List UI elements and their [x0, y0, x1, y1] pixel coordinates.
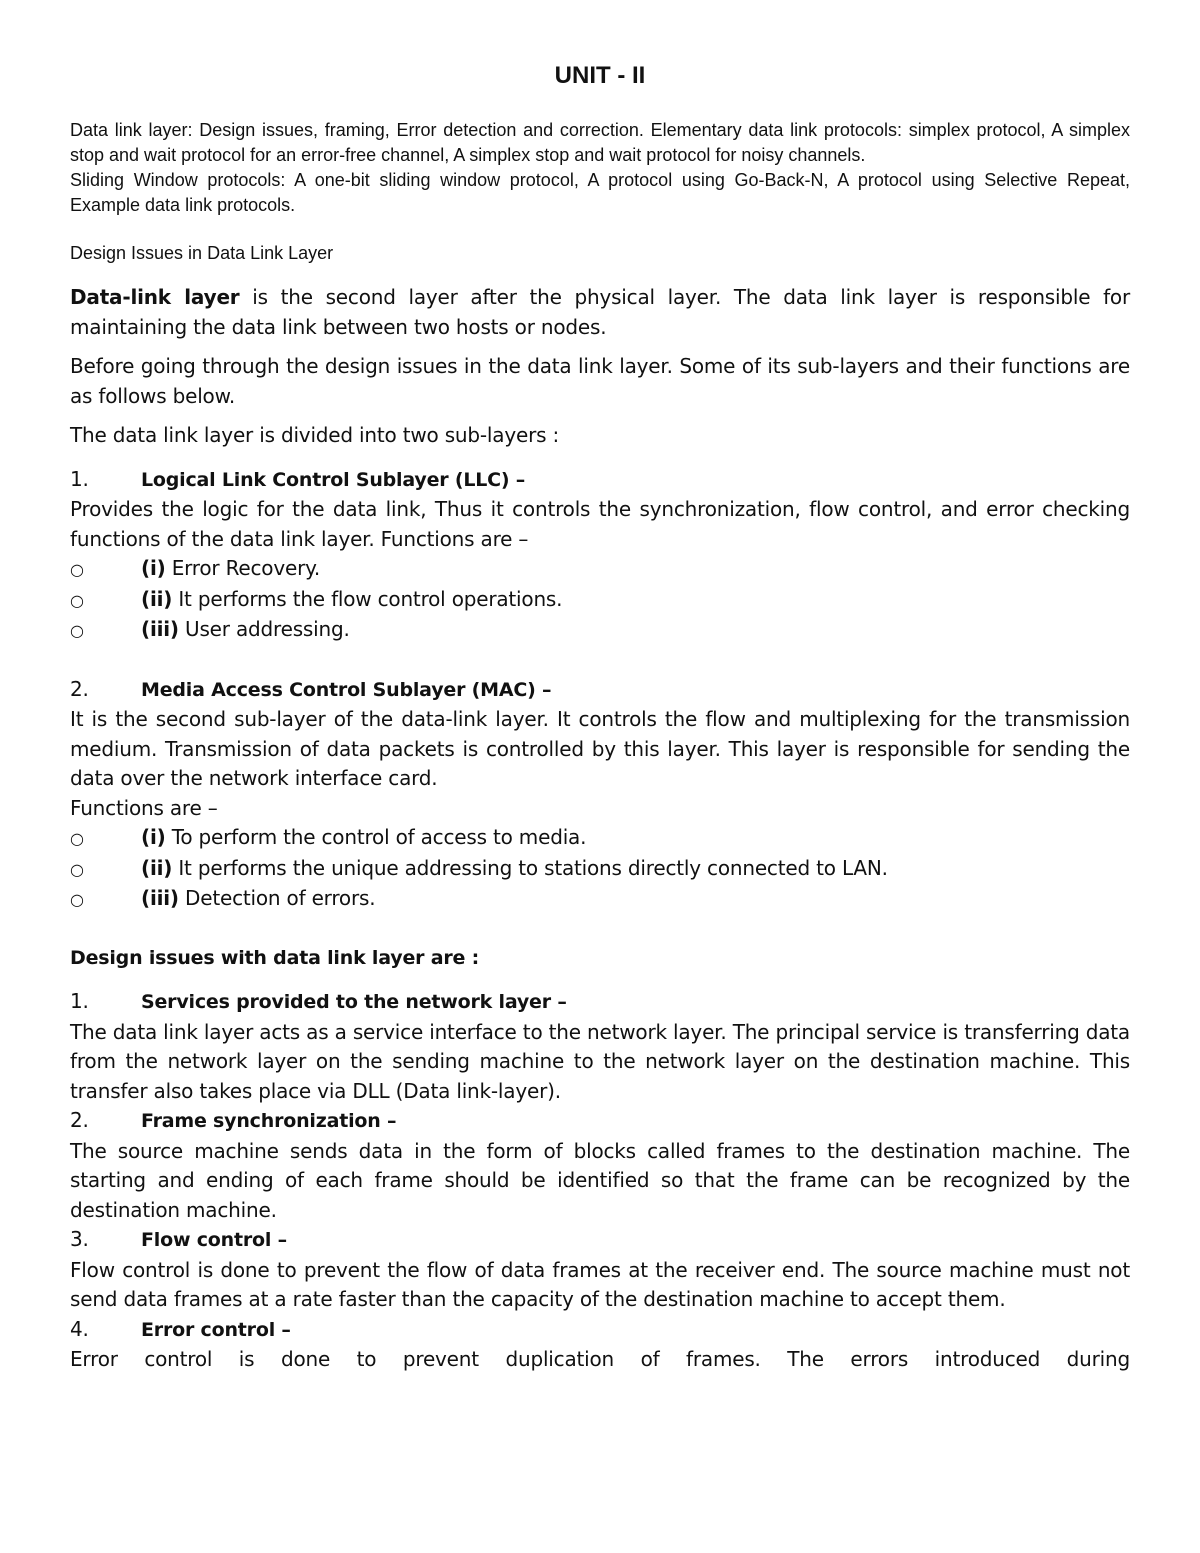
mac-item-label: (iii)	[141, 886, 179, 910]
llc-item-text: User addressing.	[178, 617, 350, 641]
llc-item-label: (i)	[141, 556, 166, 580]
llc-item-label: (ii)	[141, 586, 173, 611]
issue-description: Flow control is done to prevent the flow of data frames at the receiver end. The source machine must not send data frames at a rate faster than the capacity of the destination machine to accept them.	[70, 1257, 1130, 1311]
issue-heading: Flow control –	[141, 1229, 287, 1251]
mac-item-text: To perform the control of access to media.	[165, 825, 587, 849]
mac-heading-row	[70, 675, 1130, 706]
document-page	[70, 62, 1130, 1375]
issue-number: 1.	[70, 989, 89, 1013]
llc-function-item	[70, 615, 1130, 646]
issue-heading: Frame synchronization –	[141, 1110, 397, 1132]
llc-item-text: Error Recovery.	[165, 556, 321, 580]
issue-description: Error control is done to prevent duplication of frames. The errors introduced during	[70, 1347, 1130, 1371]
llc-item-text: It performs the flow control operations.	[172, 586, 563, 611]
llc-item-label: (iii)	[141, 617, 179, 641]
mac-function-item	[70, 884, 1130, 915]
mac-heading: Media Access Control Sublayer (MAC) –	[141, 678, 552, 701]
mac-description: It is the second sub-layer of the data-link layer. It controls the flow and multiplexing for the transmission medium. Transmission of data packets is controlled by this layer. This layer is responsible for sending the data over the network interface card.	[70, 707, 1130, 790]
design-issues-heading: Design Issues in Data Link Layer	[70, 243, 334, 263]
divided-paragraph: The data link layer is divided into two sub-layers :	[70, 423, 560, 447]
llc-function-item	[70, 554, 1130, 585]
issue-heading-row	[70, 1106, 1130, 1137]
mac-item-text: Detection of errors.	[178, 886, 376, 910]
mac-item-text: It performs the unique addressing to stations directly connected to LAN.	[172, 855, 888, 880]
mac-functions-label: Functions are –	[70, 795, 218, 820]
llc-heading-row	[70, 465, 1130, 496]
issue-heading: Error control –	[141, 1318, 291, 1341]
body-content	[70, 283, 1130, 1375]
bullet-circle-icon: ○	[70, 590, 84, 610]
bullet-circle-icon: ○	[70, 621, 84, 640]
llc-number: 1.	[70, 466, 89, 491]
llc-description: Provides the logic for the data link, Thus it controls the synchronization, flow control, and error checking functions of the data link layer. Functions are –	[70, 497, 1130, 551]
sublayers-paragraph: Before going through the design issues in the data link layer. Some of its sub-layers and their functions are as follows below.	[70, 354, 1130, 408]
bullet-circle-icon: ○	[70, 560, 84, 579]
mac-function-item	[70, 854, 1130, 885]
issue-number: 4.	[70, 1316, 89, 1341]
issue-heading: Services provided to the network layer –	[141, 991, 567, 1013]
data-link-layer-term: Data-link layer	[70, 285, 240, 309]
intro-paragraph	[70, 283, 1130, 342]
issue-heading-row	[70, 987, 1130, 1018]
design-issues-list-heading: Design issues with data link layer are :	[70, 946, 480, 969]
mac-item-label: (i)	[141, 825, 166, 849]
issue-heading-row	[70, 1315, 1130, 1346]
intro-paragraph-text: is the second layer after the physical layer. The data link layer is responsible for maintaining the data link between two hosts or nodes.	[70, 285, 1130, 339]
syllabus-paragraph-2: Sliding Window protocols: A one-bit sliding window protocol, A protocol using Go-Back-N, A protocol using Selective Repeat, Example data link protocols.	[70, 170, 1130, 215]
issue-number: 3.	[70, 1227, 89, 1251]
mac-item-label: (ii)	[141, 855, 173, 880]
unit-title: UNIT - II	[554, 62, 646, 89]
bullet-circle-icon: ○	[70, 859, 84, 879]
bullet-circle-icon: ○	[70, 829, 84, 848]
llc-function-item	[70, 585, 1130, 616]
mac-function-item	[70, 823, 1130, 854]
issue-heading-row	[70, 1225, 1130, 1256]
issue-number: 2.	[70, 1108, 89, 1132]
issue-description: The data link layer acts as a service interface to the network layer. The principal service is transferring data from the network layer on the sending machine to the network layer on the destination machine. This transfer also takes place via DLL (Data link-layer).	[70, 1019, 1130, 1103]
llc-heading: Logical Link Control Sublayer (LLC) –	[141, 468, 526, 491]
bullet-circle-icon: ○	[70, 890, 84, 909]
mac-number: 2.	[70, 676, 89, 701]
issue-description: The source machine sends data in the form of blocks called frames to the destination machine. The starting and ending of each frame should be identified so that the frame can be recognized by the destination machine.	[70, 1138, 1130, 1222]
syllabus-paragraph-1: Data link layer: Design issues, framing, Error detection and correction. Elementary data link protocols: simplex protocol, A simplex stop and wait protocol for an error-free channel, A simplex stop and wait protocol for noisy channels.	[70, 120, 1130, 165]
